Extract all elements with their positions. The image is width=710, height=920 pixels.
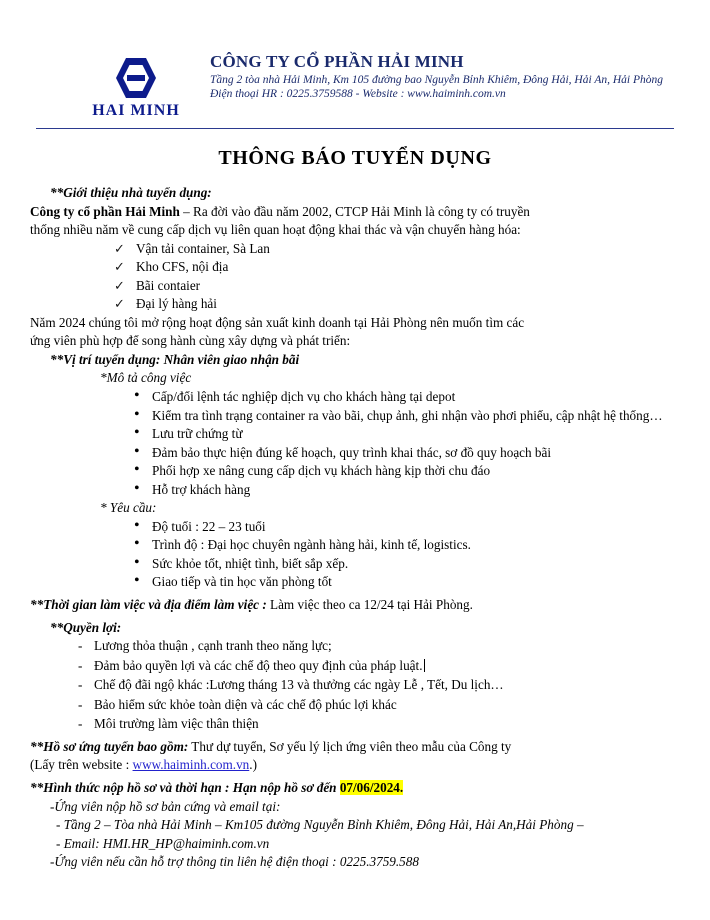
check-icon: ✓ xyxy=(114,277,126,293)
list-item xyxy=(30,462,680,480)
intro-rest: – Ra đời vào đầu năm 2002, CTCP Hải Minh là công ty có truyền xyxy=(179,203,530,219)
position-heading: **Vị trí tuyển dụng: Nhân viên giao nhận bãi xyxy=(50,351,300,367)
dash-icon: - xyxy=(78,638,83,654)
service-label: Kho CFS, nội địa xyxy=(136,259,229,275)
list-item xyxy=(30,407,680,425)
requirements-label: * Yêu cầu: xyxy=(100,500,157,516)
time-place-paragraph xyxy=(30,596,680,614)
list-item xyxy=(30,258,680,276)
bullet-icon: • xyxy=(134,461,140,479)
documents-paragraph xyxy=(30,738,680,756)
logo-text: HAI MINH xyxy=(92,102,180,119)
requirements-list xyxy=(30,518,680,591)
requirement-item: Giao tiếp và tin học văn phòng tốt xyxy=(152,574,332,590)
requirement-item: Sức khỏe tốt, nhiệt tình, biết sắp xếp. xyxy=(152,555,349,571)
list-item xyxy=(30,573,680,591)
header-divider xyxy=(36,128,674,129)
list-item xyxy=(30,637,680,655)
deadline-highlight: 07/06/2024. xyxy=(339,779,404,795)
bullet-icon: • xyxy=(134,442,140,460)
dash-icon: - xyxy=(78,657,83,673)
benefit-item: Môi trường làm việc thân thiện xyxy=(94,716,259,732)
bullet-icon: • xyxy=(134,553,140,571)
list-item xyxy=(30,277,680,295)
benefits-heading: **Quyền lợi: xyxy=(50,619,122,635)
service-label: Đại lý hàng hải xyxy=(136,296,217,312)
list-item xyxy=(30,555,680,573)
submission-line-3: - Email: HMI.HR_HP@haiminh.com.vn xyxy=(56,835,270,851)
job-desc-item: Phối hợp xe nâng cung cấp dịch vụ khách hàng kịp thời chu đáo xyxy=(152,463,491,479)
job-desc-item: Kiểm tra tình trạng container ra vào bãi, chụp ảnh, ghi nhận vào phơi phiếu, cập nhật hệ thống… xyxy=(152,407,663,423)
list-item xyxy=(30,388,680,406)
requirement-item: Trình độ : Đại học chuyên ngành hàng hải, kinh tế, logistics. xyxy=(152,537,471,553)
company-phone-website: Điện thoại HR : 0225.3759588 - Website : www.haiminh.com.vn xyxy=(210,88,506,100)
benefit-item: Bảo hiểm sức khỏe toàn diện và các chế độ phúc lợi khác xyxy=(94,696,397,712)
list-item xyxy=(30,240,680,258)
job-desc-item: Lưu trữ chứng từ xyxy=(152,426,243,442)
time-place-label: **Thời gian làm việc và địa điểm làm việc : xyxy=(30,597,267,613)
benefit-item: Đảm bảo quyền lợi và các chế độ theo quy định của pháp luật. xyxy=(94,657,423,673)
intro-paragraph-line2: thống nhiều năm về cung cấp dịch vụ liên quan hoạt động khai thác và vận chuyển hàng hóa: xyxy=(30,222,521,238)
bullet-icon: • xyxy=(134,387,140,405)
job-desc-item: Cấp/đổi lệnh tác nghiệp dịch vụ cho khách hàng tại depot xyxy=(152,389,456,405)
submission-paragraph xyxy=(30,779,680,797)
bullet-icon: • xyxy=(134,572,140,590)
check-icon: ✓ xyxy=(114,296,126,312)
hexagon-logo-icon xyxy=(109,58,163,98)
company-name: CÔNG TY CỔ PHẦN HẢI MINH xyxy=(210,52,464,71)
documents-note-post: .) xyxy=(249,757,257,773)
bullet-icon: • xyxy=(134,424,140,442)
bullet-icon: • xyxy=(134,535,140,553)
list-item xyxy=(30,444,680,462)
job-desc-item: Hỗ trợ khách hàng xyxy=(152,481,251,497)
company-address: Tầng 2 tòa nhà Hải Minh, Km 105 đường bao Nguyễn Bỉnh Khiêm, Đông Hải, Hải An, Hải Phòng xyxy=(210,74,664,86)
submission-label: **Hình thức nộp hồ sơ và thời hạn : Hạn nộp hồ sơ đến xyxy=(30,779,340,795)
documents-note-pre: (Lấy trên website : xyxy=(30,757,133,773)
submission-line-2: - Tầng 2 – Tòa nhà Hải Minh – Km105 đường Nguyễn Bỉnh Khiêm, Đông Hải, Hải An,Hải Phòng – xyxy=(56,817,584,833)
list-item xyxy=(30,481,680,499)
check-icon: ✓ xyxy=(114,259,126,275)
dash-icon: - xyxy=(78,677,83,693)
benefits-list xyxy=(30,637,680,733)
intro-paragraph-line1 xyxy=(30,203,680,221)
text-cursor xyxy=(424,659,425,672)
service-label: Bãi contaier xyxy=(136,277,201,293)
benefit-item: Lương thỏa thuận , cạnh tranh theo năng lực; xyxy=(94,638,332,654)
job-description-list xyxy=(30,388,680,498)
service-label: Vận tải container, Sà Lan xyxy=(136,240,270,256)
company-logo xyxy=(76,48,196,120)
website-link[interactable]: www.haiminh.com.vn xyxy=(132,757,250,773)
list-item xyxy=(30,295,680,313)
time-place-value: Làm việc theo ca 12/24 tại Hải Phòng. xyxy=(266,597,473,613)
intro-company-bold: Công ty cổ phần Hải Minh xyxy=(30,203,180,219)
list-item xyxy=(30,696,680,714)
submission-line-4: -Ứng viên nếu cần hỗ trợ thông tin liên hệ điện thoại : 0225.3759.588 xyxy=(50,854,419,870)
submission-line-1: -Ứng viên nộp hồ sơ bản cứng và email tại: xyxy=(50,798,281,814)
dash-icon: - xyxy=(78,716,83,732)
list-item xyxy=(30,676,680,694)
documents-note xyxy=(30,756,680,774)
dash-icon: - xyxy=(78,696,83,712)
job-desc-item: Đảm bảo thực hiện đúng kế hoạch, quy trình khai thác, sơ đồ quy hoạch bãi xyxy=(152,444,552,460)
expansion-line2: ứng viên phù hợp để song hành cùng xây dựng và phát triển: xyxy=(30,333,351,349)
requirement-item: Độ tuổi : 22 – 23 tuổi xyxy=(152,518,266,534)
documents-label: **Hồ sơ ứng tuyển bao gồm: xyxy=(30,738,189,754)
bullet-icon: • xyxy=(134,405,140,423)
list-item xyxy=(30,425,680,443)
list-item xyxy=(30,518,680,536)
expansion-line1: Năm 2024 chúng tôi mở rộng hoạt động sản xuất kinh doanh tại Hải Phòng nên muốn tìm các xyxy=(30,314,525,330)
intro-heading: **Giới thiệu nhà tuyển dụng: xyxy=(50,185,212,200)
list-item xyxy=(30,657,680,675)
document-header xyxy=(30,48,680,120)
documents-value: Thư dự tuyển, Sơ yếu lý lịch ứng viên theo mẫu của Công ty xyxy=(188,738,512,754)
list-item xyxy=(30,536,680,554)
page-title: THÔNG BÁO TUYỂN DỤNG xyxy=(218,147,492,169)
company-info xyxy=(210,48,680,100)
document-body xyxy=(30,184,680,871)
list-item xyxy=(30,715,680,733)
check-icon: ✓ xyxy=(114,240,126,256)
bullet-icon: • xyxy=(134,516,140,534)
bullet-icon: • xyxy=(134,479,140,497)
job-description-label: *Mô tả công việc xyxy=(100,370,192,386)
benefit-item: Chế độ đãi ngộ khác :Lương tháng 13 và thưởng các ngày Lễ , Tết, Du lịch… xyxy=(94,677,504,693)
services-list xyxy=(30,240,680,313)
